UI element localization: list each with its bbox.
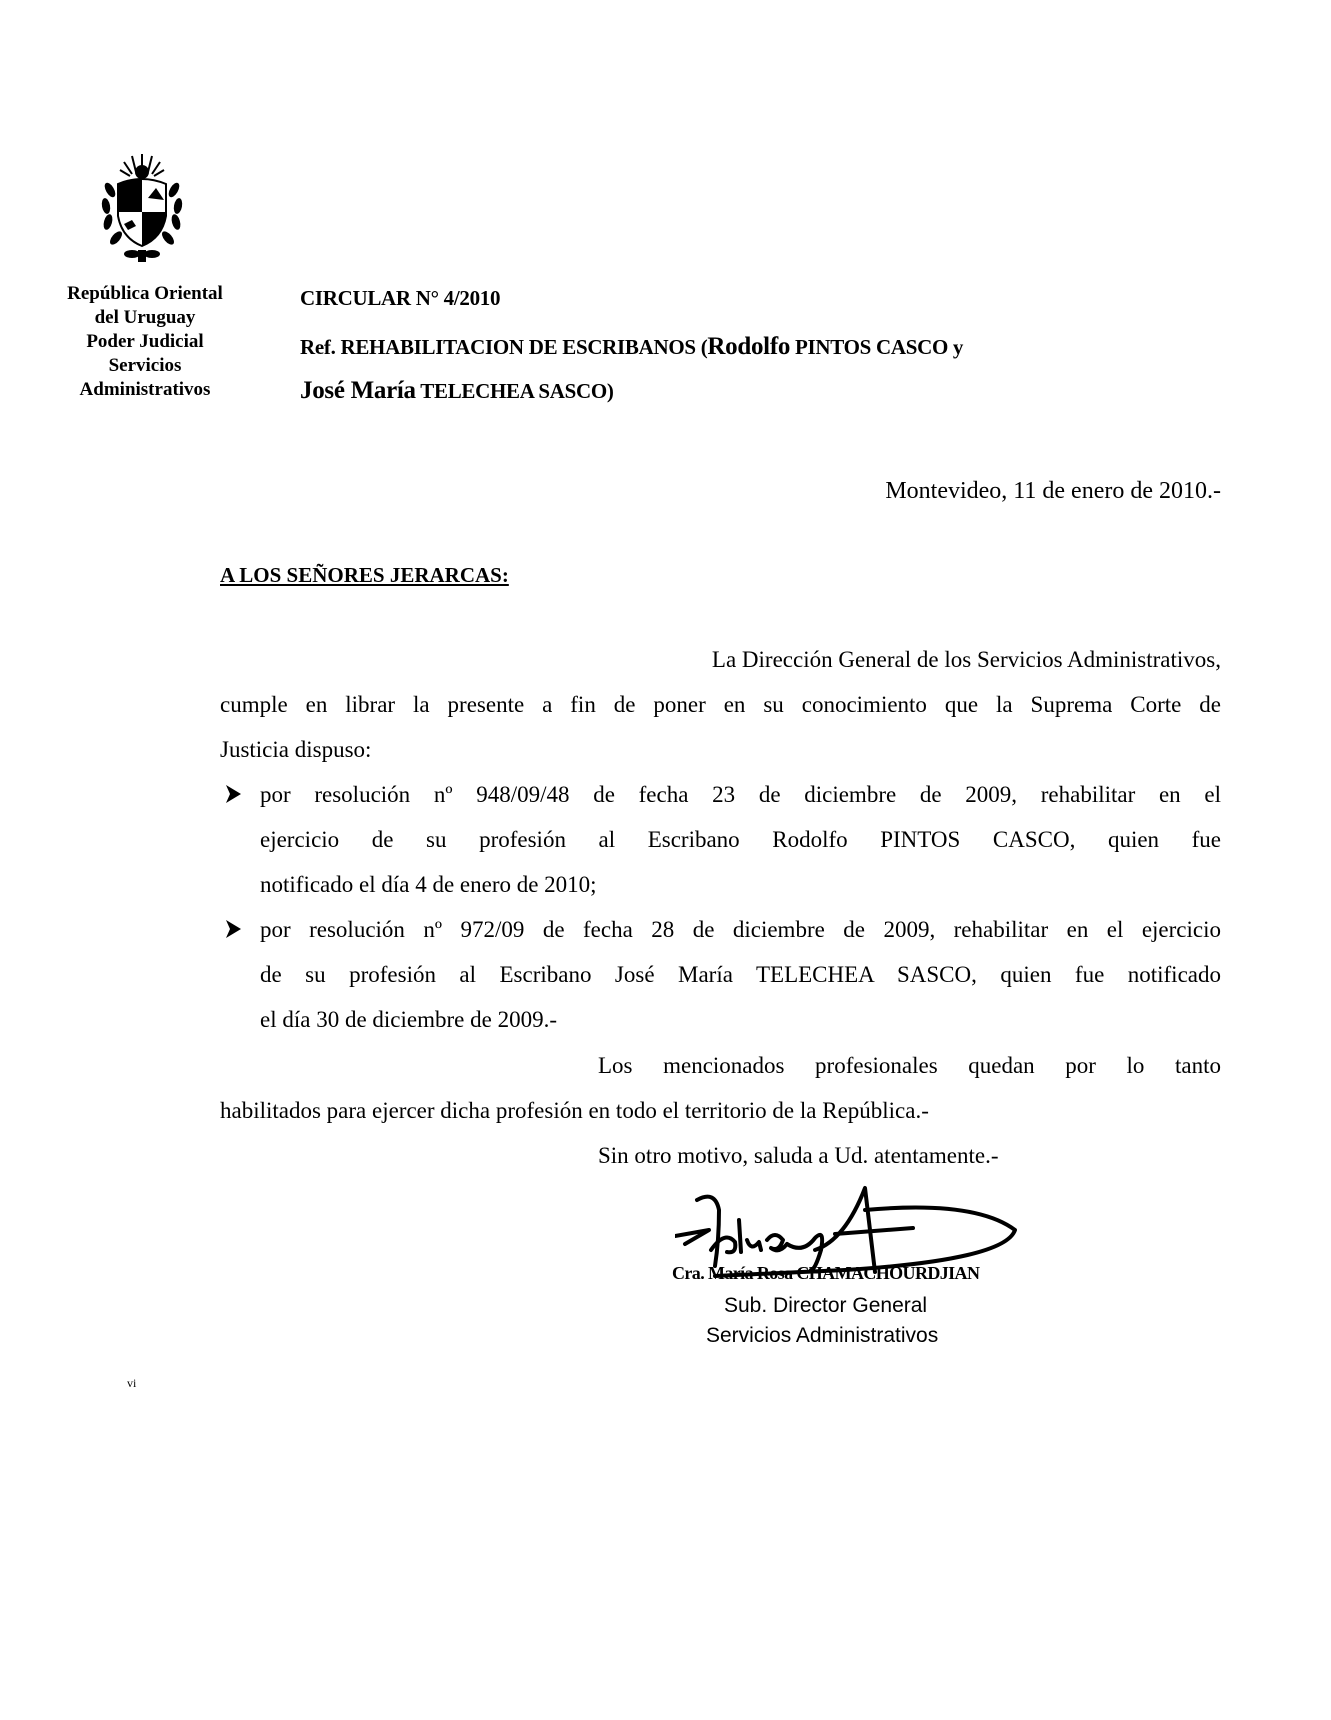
list-item-line: de su profesión al Escribano José María TELECHEA SASCO, quien fue notificado [260, 962, 1221, 987]
arrowhead-bullet-icon [224, 907, 244, 952]
list-item-line: ejercicio de su profesión al Escribano Rodolfo PINTOS CASCO, quien fue [260, 827, 1221, 852]
date-line: Montevideo, 11 de enero de 2010.- [885, 478, 1221, 504]
list-item-line: notificado el día 4 de enero de 2010; [260, 872, 597, 897]
institution-line: del Uruguay [94, 307, 196, 328]
paragraph-line: habilitados para ejercer dicha profesión en todo el territorio de la República.- [220, 1098, 929, 1123]
reference-name: José María [300, 377, 416, 404]
closing-paragraph [220, 1043, 1221, 1178]
paragraph-line: Justicia dispuso: [220, 737, 372, 762]
circular-number: CIRCULAR N° 4/2010 [300, 286, 501, 310]
reference-suffix: PINTOS CASCO y [790, 335, 964, 359]
reference-prefix: Ref. REHABILITACION DE ESCRIBANOS ( [300, 335, 708, 359]
list-item [220, 907, 1221, 1042]
signatory-department: Servicios Administrativos [706, 1324, 939, 1347]
paragraph-line: Los mencionados profesionales quedan por lo tanto [598, 1053, 1221, 1078]
intro-paragraph [220, 637, 1221, 772]
institution-line: Poder Judicial [86, 331, 204, 352]
page-mark: vi [127, 1376, 137, 1390]
list-item [220, 772, 1221, 907]
list-item-line: el día 30 de diciembre de 2009.- [260, 1007, 557, 1032]
paragraph-line: cumple en librar la presente a fin de poner en su conocimiento que la Suprema Corte de [220, 692, 1221, 717]
institution-line: Servicios [108, 355, 182, 376]
institution-line: República Oriental [67, 283, 223, 304]
salutation: A LOS SEÑORES JERARCAS: [220, 563, 509, 587]
reference-suffix: TELECHEA SASCO) [415, 379, 614, 403]
coat-of-arms-icon [92, 150, 192, 265]
institution-line: Administrativos [79, 379, 211, 400]
list-item-line: por resolución nº 948/09/48 de fecha 23 de diciembre de 2009, rehabilitar en el [260, 782, 1221, 807]
signatory-title: Sub. Director General [724, 1294, 928, 1317]
reference-name: Rodolfo [707, 333, 791, 360]
institution-block [40, 282, 250, 402]
paragraph-line: La Dirección General de los Servicios Administrativos, [711, 647, 1221, 672]
reference-line-2 [300, 377, 614, 405]
paragraph-line: Sin otro motivo, saluda a Ud. atentamente.- [598, 1143, 999, 1168]
arrowhead-bullet-icon [224, 772, 244, 817]
signatory-name: Cra. María Rosa CHAMACHOURDJIAN [672, 1263, 980, 1283]
list-item-line: por resolución nº 972/09 de fecha 28 de diciembre de 2009, rehabilitar en el ejercicio [260, 917, 1221, 942]
reference-line-1 [300, 333, 963, 361]
